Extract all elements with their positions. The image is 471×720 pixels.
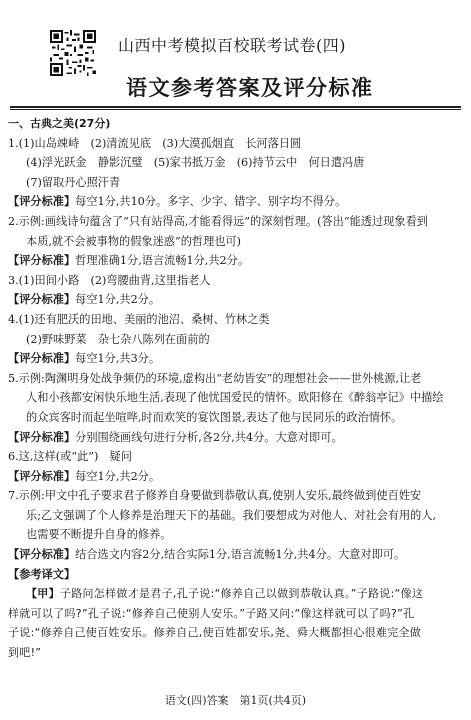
answer-line: 4.(1)还有肥沃的田地、美丽的池沼、桑树、竹林之类 <box>8 312 270 326</box>
translation-line: 到吧!” <box>8 646 42 660</box>
answer-line: 7.示例:甲文中孔子要求君子修养自身要做到恭敬认真,使别人安乐,最终做到使百姓安 <box>8 489 422 503</box>
answer-line: 3.(1)田间小路 (2)弯腰曲背,这里指老人 <box>8 273 211 287</box>
answer-line: (2)野味野菜 杂七杂八陈列在面前的 <box>26 332 210 346</box>
answer-line: 也需要不断提升自身的修养。 <box>26 528 172 542</box>
translation-line: 样就可以了吗?”孔子说:“修养自己使别人安乐。”子路又问:“像这样就可以了吗?”孔 <box>8 606 415 620</box>
header-divider <box>10 106 461 108</box>
answer-line: 1.(1)山岛竦峙 (2)清流见底 (3)大漠孤烟直 长河落日圆 <box>8 136 302 150</box>
answer-line: 的众宾客时而起坐喧哗,时而欢笑的宴饮图景,表达了他与民同乐的政治情怀。 <box>26 410 403 424</box>
scoring-label: 【评分标准】 <box>8 469 76 483</box>
translation-line: 【甲】子路问怎样做才是君子,孔子说:“修养自己以做到恭敬认真。”子路说:“像这 <box>26 587 424 601</box>
scoring-criteria: 【评分标准】每空1分,共2分。 <box>8 469 161 483</box>
scoring-label: 【评分标准】 <box>8 352 76 366</box>
scoring-criteria: 【评分标准】每空1分,共10分。多字、少字、错字、别字均不得分。 <box>8 195 347 209</box>
scoring-label: 【评分标准】 <box>8 293 76 307</box>
answer-line: 乐;乙文强调了个人修养是治理天下的基础。我们要想成为对他人、对社会有用的人, <box>26 508 437 522</box>
answer-line: 5.示例:陶渊明身处战争频仍的环境,虚构出“老幼皆安”的理想社会——世外桃源,让老 <box>8 371 422 385</box>
answer-line: (7)留取丹心照汗青 <box>26 175 121 189</box>
scoring-criteria: 【评分标准】每空1分,共3分。 <box>8 352 161 366</box>
page-footer: 语文(四)答案 第1页(共4页) <box>164 694 307 707</box>
answer-line: (4)浮光跃金 静影沉璧 (5)家书抵万金 (6)持节云中 何日遣冯唐 <box>26 156 365 170</box>
scoring-label: 【评分标准】 <box>8 195 76 209</box>
scoring-criteria: 【评分标准】分别围绕画线句进行分析,各2分,共4分。大意对即可。 <box>8 430 343 444</box>
scoring-criteria: 【评分标准】结合选文内容2分,结合实际1分,语言流畅1分,共4分。大意对即可。 <box>8 548 406 562</box>
answer-line: 本质,就不会被事物的假象迷惑”的哲理也可) <box>26 234 242 248</box>
translation-line: 子说:“修养自己使百姓安乐。修养自己,使百姓都安乐,尧、舜大概都担心很难完全做 <box>8 626 422 640</box>
answer-line: 2.示例:画线诗句蕴含了“只有站得高,才能看得远”的深刻哲理。(答出“能透过现象看到 <box>8 214 428 228</box>
scoring-criteria: 【评分标准】每空1分,共2分。 <box>8 293 161 307</box>
scoring-label: 【评分标准】 <box>8 430 76 444</box>
exam-title: 山西中考模拟百校联考试卷(四) <box>118 36 346 55</box>
jia-label: 【甲】 <box>26 587 60 601</box>
answer-line: 人和小孩都安闲快乐地生活,表现了他忧国爱民的情怀。欧阳修在《醉翁亭记》中描绘 <box>26 391 444 405</box>
scoring-label: 【评分标准】 <box>8 548 76 562</box>
qr-code <box>50 30 96 76</box>
translation-heading: 【参考译文】 <box>8 567 76 581</box>
answer-key-title: 语文参考答案及评分标准 <box>126 76 374 100</box>
answer-content <box>8 114 460 663</box>
section-heading: 一、古典之美(27分) <box>8 117 111 130</box>
header-divider-thin <box>10 109 461 110</box>
scoring-criteria: 【评分标准】哲理准确1分,语言流畅1分,共2分。 <box>8 254 250 268</box>
answer-line: 6.这,这样(或“此”) 疑问 <box>8 450 132 464</box>
scoring-label: 【评分标准】 <box>8 254 76 268</box>
